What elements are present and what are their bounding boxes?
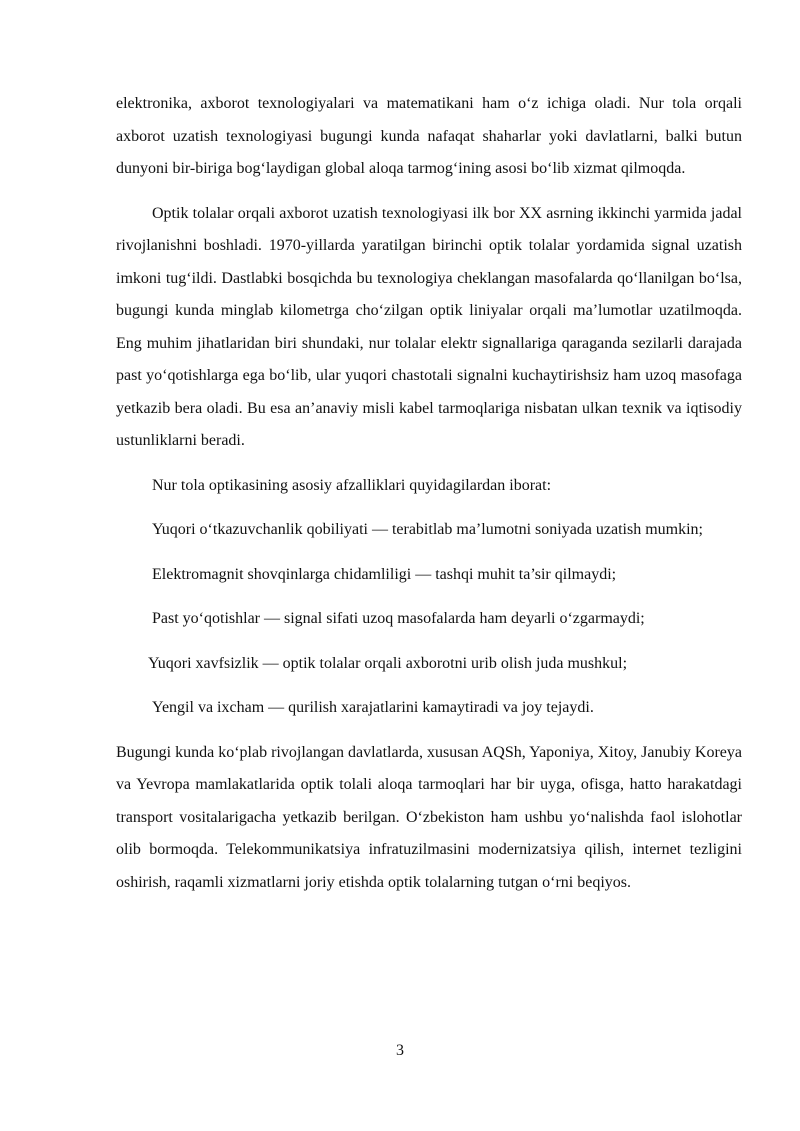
list-item-security: Yuqori xavfsizlik — optik tolalar orqali axborotni urib olish juda mushkul; [148,654,628,672]
paragraph-history: Optik tolalar orqali axborot uzatish texnologiyasi ilk bor XX asrning ikkinchi yarmida jadal rivojlanishni boshladi. 1970-yillarda yaratilgan birinchi optik tolalar yordamida signal uzatish imkoni tug‘ildi. Dastlabki bosqichda bu texnologiya cheklangan masofalarda qo‘llanilgan bo‘lsa, bugungi kunda minglab kilometrga cho‘zilgan optik liniyalar orqali ma’lumotlar uzatilmoqda. Eng muhim jihatlaridan biri shundaki, nur tolalar elektr signallariga qaraganda sezilarli darajada past yo‘qotishlarga ega bo‘lib, ular yuqori chastotali signalni kuchaytirishsiz ham uzoq masofaga yetkazib bera oladi. Bu esa an’anaviy misli kabel tarmoqlariga nisbatan ulkan texnik va iqtisodiy ustunliklarni beradi. [116,204,742,449]
list-item-bandwidth: Yuqori o‘tkazuvchanlik qobiliyati — terabitlab ma’lumotni soniyada uzatish mumkin; [152,521,703,538]
list-item-emi-resistance: Elektromagnit shovqinlarga chidamliligi — tashqi muhit ta’sir qilmaydi; [152,565,617,583]
paragraph-global-adoption: Bugungi kunda ko‘plab rivojlangan davlatlarda, xususan AQSh, Yaponiya, Xitoy, Janubiy Koreya va Yevropa mamlakatlarida optik tolali aloqa tarmoqlari har bir uyga, ofisga, hatto harakatdagi transport vositalarigacha yetkazib berilgan. O‘zbekiston ham ushbu yo‘nalishda faol islohotlar olib bormoqda. Telekommunikatsiya infratuzilmasini modernizatsiya qilish, internet tezligini oshirish, raqamli xizmatlarni joriy etishda optik tolalarning tutgan o‘rni beqiyos. [116,743,742,891]
body-text [116,88,742,911]
paragraph-advantages-intro: Nur tola optikasining asosiy afzalliklari quyidagilardan iborat: [152,476,552,494]
list-item-low-loss: Past yo‘qotishlar — signal sifati uzoq masofalarda ham deyarli o‘zgarmaydi; [152,610,645,627]
list-item-lightweight: Yengil va ixcham — qurilish xarajatlarini kamaytiradi va joy tejaydi. [152,699,594,716]
page-number: 3 [396,1042,404,1059]
paragraph-continuation: elektronika, axborot texnologiyalari va matematikani ham o‘z ichiga oladi. Nur tola orqali axborot uzatish texnologiyasi bugungi kunda nafaqat shaharlar yoki davlatlarni, balki butun dunyoni bir-biriga bog‘laydigan global aloqa tarmog‘ining asosi bo‘lib xizmat qilmoqda. [116,95,742,177]
